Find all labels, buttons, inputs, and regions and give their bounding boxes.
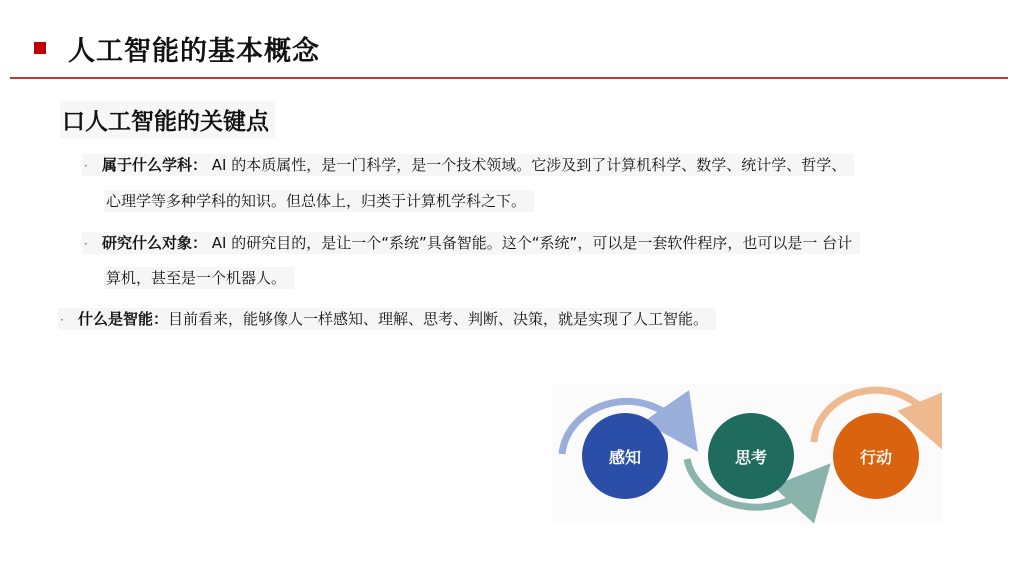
node-act-label: 行动 <box>859 447 892 467</box>
node-perceive <box>582 413 668 499</box>
point-lead: 研究什么对象： <box>102 234 208 252</box>
slide-title: 人工智能的基本概念 <box>68 35 320 67</box>
point-text: 目前看来，能够像人一样感知、理解、思考、判断、决策，就是实现了人工智能。 <box>168 310 709 328</box>
point-lead: 什么是智能： <box>78 310 169 328</box>
point-object-line2 <box>104 267 294 289</box>
point-intelligence-line <box>58 308 716 330</box>
title-divider <box>10 77 1008 79</box>
point-lead: 属于什么学科： <box>102 156 208 174</box>
point-text: AI 的研究目的，是让一个“系统”具备智能。这个“系统”，可以是一套软件程序，也可以是一 台计 <box>207 234 853 252</box>
bullet-dot: · <box>60 313 64 327</box>
point-discipline-line1 <box>82 154 854 176</box>
node-think-label: 思考 <box>734 447 767 467</box>
point-discipline <box>82 154 942 177</box>
point-text-continued: 算机，甚至是一个机器人。 <box>104 267 294 289</box>
bullet-dot: · <box>84 237 88 251</box>
title-bullet-square <box>34 42 46 54</box>
slide-header <box>34 22 320 74</box>
point-object <box>82 232 952 255</box>
point-intelligence <box>58 308 716 331</box>
node-think <box>708 413 794 499</box>
point-object-line1 <box>82 232 860 254</box>
bullet-dot: · <box>84 159 88 173</box>
section-subtitle: 口人工智能的关键点 <box>60 101 275 138</box>
node-act <box>833 413 919 499</box>
perceive-think-act-diagram <box>552 384 942 524</box>
point-text: AI 的本质属性，是一门科学，是一个技术领域。它涉及到了计算机科学、数学、统计学、哲学、 <box>207 156 847 174</box>
point-discipline-line2 <box>104 190 534 212</box>
point-text-continued: 心理学等多种学科的知识。但总体上，归类于计算机学科之下。 <box>104 190 534 212</box>
node-perceive-label: 感知 <box>608 447 641 467</box>
